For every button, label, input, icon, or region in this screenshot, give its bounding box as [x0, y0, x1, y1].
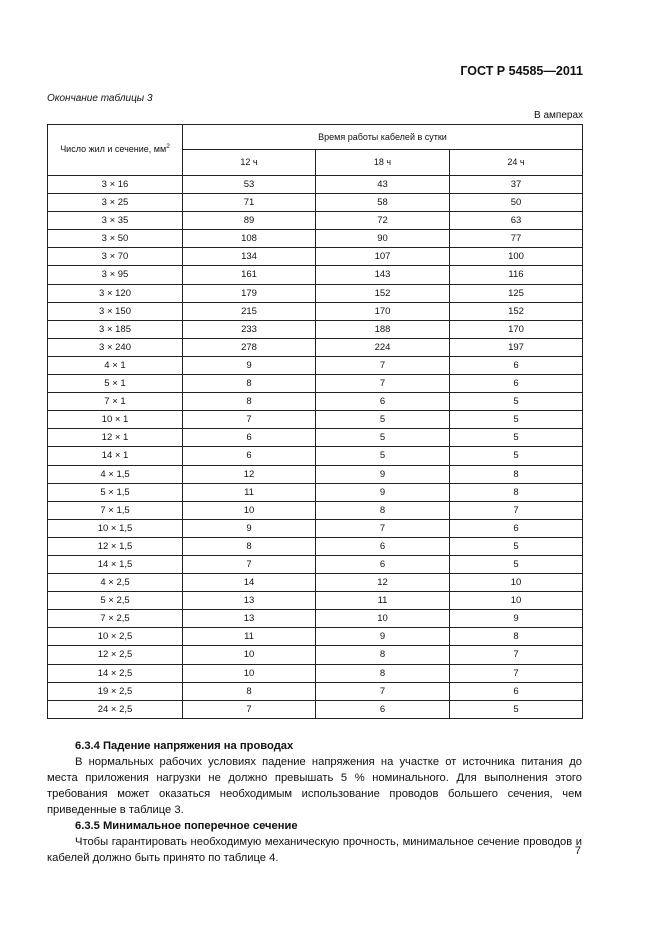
corner-header-label: Число жил и сечение, мм	[60, 144, 167, 155]
section-paragraph: Чтобы гарантировать необходимую механическую прочность, минимальное сечение проводов и кабелей должно быть принято по таблице 4.	[47, 836, 582, 864]
table-row	[48, 302, 583, 320]
current-value-cell: 8	[316, 646, 450, 664]
table-row	[48, 212, 583, 230]
current-value-cell: 8	[183, 393, 316, 411]
table-row	[48, 429, 583, 447]
current-value-cell: 6	[316, 393, 450, 411]
section-body	[47, 738, 582, 866]
current-value-cell: 7	[316, 682, 450, 700]
current-value-cell: 13	[183, 592, 316, 610]
conductor-size-cell: 3 × 150	[48, 302, 183, 320]
conductor-size-cell: 5 × 2,5	[48, 592, 183, 610]
table-row	[48, 501, 583, 519]
current-value-cell: 9	[450, 610, 583, 628]
conductor-size-cell: 7 × 1	[48, 393, 183, 411]
current-value-cell: 161	[183, 266, 316, 284]
current-value-cell: 5	[450, 700, 583, 718]
table-row	[48, 537, 583, 555]
current-value-cell: 5	[316, 447, 450, 465]
column-header: 24 ч	[450, 150, 583, 176]
current-value-cell: 10	[183, 646, 316, 664]
current-value-cell: 58	[316, 194, 450, 212]
current-value-cell: 6	[316, 537, 450, 555]
conductor-size-cell: 12 × 2,5	[48, 646, 183, 664]
conductor-size-cell: 3 × 25	[48, 194, 183, 212]
current-value-cell: 7	[316, 375, 450, 393]
current-value-cell: 152	[450, 302, 583, 320]
table-row	[48, 483, 583, 501]
table-row	[48, 194, 583, 212]
conductor-size-cell: 10 × 1	[48, 411, 183, 429]
section-heading: 6.3.4 Падение напряжения на проводах	[75, 740, 294, 752]
current-value-cell: 179	[183, 284, 316, 302]
current-value-cell: 8	[183, 682, 316, 700]
current-value-cell: 37	[450, 176, 583, 194]
conductor-size-cell: 12 × 1	[48, 429, 183, 447]
current-value-cell: 5	[450, 537, 583, 555]
current-value-cell: 9	[316, 628, 450, 646]
table-row	[48, 375, 583, 393]
table-row	[48, 356, 583, 374]
current-value-cell: 10	[183, 501, 316, 519]
current-value-cell: 8	[316, 501, 450, 519]
current-value-cell: 5	[450, 429, 583, 447]
table-row	[48, 465, 583, 483]
column-header: 18 ч	[316, 150, 450, 176]
current-value-cell: 13	[183, 610, 316, 628]
current-value-cell: 108	[183, 230, 316, 248]
current-value-cell: 11	[183, 628, 316, 646]
table-row	[48, 646, 583, 664]
current-value-cell: 6	[450, 375, 583, 393]
current-value-cell: 6	[316, 555, 450, 573]
current-value-cell: 6	[183, 429, 316, 447]
conductor-size-cell: 3 × 70	[48, 248, 183, 266]
table-row	[48, 393, 583, 411]
table-row	[48, 266, 583, 284]
current-value-cell: 11	[183, 483, 316, 501]
table-row	[48, 664, 583, 682]
current-value-cell: 100	[450, 248, 583, 266]
current-value-cell: 12	[316, 574, 450, 592]
table-row	[48, 682, 583, 700]
current-value-cell: 278	[183, 338, 316, 356]
conductor-size-cell: 4 × 2,5	[48, 574, 183, 592]
conductor-size-cell: 4 × 1	[48, 356, 183, 374]
table-row	[48, 610, 583, 628]
current-value-cell: 89	[183, 212, 316, 230]
current-value-cell: 43	[316, 176, 450, 194]
current-value-cell: 170	[450, 320, 583, 338]
current-value-cell: 9	[316, 483, 450, 501]
conductor-size-cell: 12 × 1,5	[48, 537, 183, 555]
corner-header-superscript: 2	[166, 143, 170, 151]
table-row	[48, 338, 583, 356]
current-value-cell: 197	[450, 338, 583, 356]
current-value-cell: 7	[316, 519, 450, 537]
table-row	[48, 592, 583, 610]
current-value-cell: 233	[183, 320, 316, 338]
current-value-cell: 5	[450, 393, 583, 411]
conductor-size-cell: 4 × 1,5	[48, 465, 183, 483]
page-number: 7	[574, 845, 581, 857]
conductor-size-cell: 3 × 16	[48, 176, 183, 194]
current-value-cell: 71	[183, 194, 316, 212]
current-value-cell: 215	[183, 302, 316, 320]
standard-number: ГОСТ Р 54585—2011	[460, 64, 583, 78]
conductor-size-cell: 5 × 1	[48, 375, 183, 393]
table-row	[48, 447, 583, 465]
current-value-cell: 10	[316, 610, 450, 628]
conductor-size-cell: 3 × 240	[48, 338, 183, 356]
corner-header	[48, 125, 183, 176]
current-value-cell: 6	[450, 682, 583, 700]
current-value-cell: 5	[450, 411, 583, 429]
current-value-cell: 7	[183, 700, 316, 718]
current-value-cell: 9	[316, 465, 450, 483]
current-value-cell: 8	[316, 664, 450, 682]
current-value-cell: 9	[183, 519, 316, 537]
current-value-cell: 12	[183, 465, 316, 483]
current-value-cell: 224	[316, 338, 450, 356]
conductor-size-cell: 24 × 2,5	[48, 700, 183, 718]
current-value-cell: 7	[450, 646, 583, 664]
current-value-cell: 170	[316, 302, 450, 320]
section-paragraph: В нормальных рабочих условиях падение напряжения на участке от источника питания до места приложения нагрузки не должно превышать 5 % номинального. Для выполнения этого требования может оказаться необходимым использование проводов большего сечения, чем приведенные в таблице 3.	[47, 756, 582, 816]
current-value-cell: 11	[316, 592, 450, 610]
current-value-cell: 6	[183, 447, 316, 465]
current-value-cell: 10	[450, 574, 583, 592]
current-value-cell: 77	[450, 230, 583, 248]
current-value-cell: 72	[316, 212, 450, 230]
table-row	[48, 628, 583, 646]
current-value-cell: 125	[450, 284, 583, 302]
conductor-size-cell: 10 × 1,5	[48, 519, 183, 537]
conductor-size-cell: 3 × 120	[48, 284, 183, 302]
current-value-cell: 8	[450, 465, 583, 483]
current-value-cell: 7	[450, 664, 583, 682]
table-row	[48, 411, 583, 429]
current-value-cell: 7	[183, 555, 316, 573]
table-row	[48, 320, 583, 338]
table-row	[48, 176, 583, 194]
current-value-cell: 5	[450, 447, 583, 465]
conductor-size-cell: 19 × 2,5	[48, 682, 183, 700]
conductor-size-cell: 3 × 95	[48, 266, 183, 284]
conductor-size-cell: 10 × 2,5	[48, 628, 183, 646]
current-value-cell: 8	[450, 628, 583, 646]
current-value-cell: 188	[316, 320, 450, 338]
table-row	[48, 230, 583, 248]
group-header: Время работы кабелей в сутки	[183, 125, 583, 150]
table-body	[48, 176, 583, 719]
column-header: 12 ч	[183, 150, 316, 176]
table-row	[48, 574, 583, 592]
conductor-size-cell: 7 × 2,5	[48, 610, 183, 628]
current-value-cell: 90	[316, 230, 450, 248]
section-heading: 6.3.5 Минимальное поперечное сечение	[75, 820, 298, 832]
current-value-cell: 63	[450, 212, 583, 230]
current-value-cell: 5	[450, 555, 583, 573]
table-row	[48, 248, 583, 266]
current-value-cell: 7	[183, 411, 316, 429]
current-value-cell: 8	[183, 375, 316, 393]
conductor-size-cell: 5 × 1,5	[48, 483, 183, 501]
current-value-cell: 152	[316, 284, 450, 302]
current-value-cell: 8	[183, 537, 316, 555]
current-value-cell: 143	[316, 266, 450, 284]
current-value-cell: 6	[450, 519, 583, 537]
ampacity-table	[47, 124, 583, 719]
conductor-size-cell: 7 × 1,5	[48, 501, 183, 519]
conductor-size-cell: 14 × 1,5	[48, 555, 183, 573]
current-value-cell: 6	[450, 356, 583, 374]
table-units: В амперах	[534, 110, 583, 121]
current-value-cell: 14	[183, 574, 316, 592]
current-value-cell: 5	[316, 411, 450, 429]
table-row	[48, 700, 583, 718]
current-value-cell: 53	[183, 176, 316, 194]
current-value-cell: 107	[316, 248, 450, 266]
table-row	[48, 519, 583, 537]
current-value-cell: 6	[316, 700, 450, 718]
conductor-size-cell: 3 × 185	[48, 320, 183, 338]
table-row	[48, 555, 583, 573]
current-value-cell: 9	[183, 356, 316, 374]
current-value-cell: 8	[450, 483, 583, 501]
current-value-cell: 116	[450, 266, 583, 284]
table-row	[48, 284, 583, 302]
current-value-cell: 5	[316, 429, 450, 447]
current-value-cell: 10	[450, 592, 583, 610]
current-value-cell: 10	[183, 664, 316, 682]
current-value-cell: 7	[316, 356, 450, 374]
conductor-size-cell: 14 × 2,5	[48, 664, 183, 682]
conductor-size-cell: 3 × 50	[48, 230, 183, 248]
conductor-size-cell: 14 × 1	[48, 447, 183, 465]
current-value-cell: 7	[450, 501, 583, 519]
current-value-cell: 50	[450, 194, 583, 212]
conductor-size-cell: 3 × 35	[48, 212, 183, 230]
current-value-cell: 134	[183, 248, 316, 266]
table-caption: Окончание таблицы 3	[47, 93, 153, 104]
